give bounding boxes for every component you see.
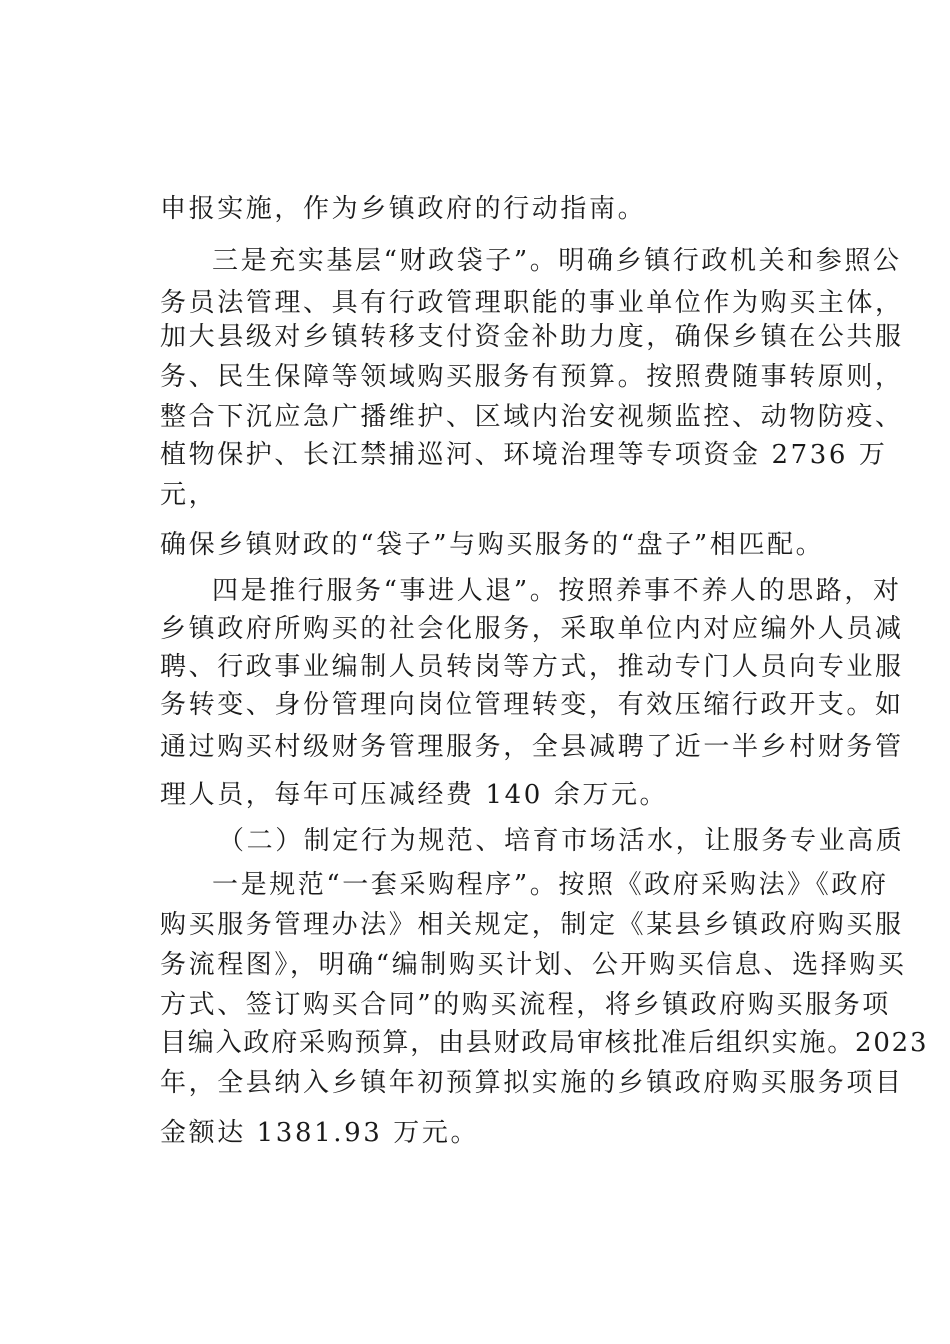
paragraph-line: 务流程图》，明确“编制购买计划、公开购买信息、选择购买 [160,950,907,980]
paragraph-line: 元， [160,480,218,510]
paragraph-line: 务转变、身份管理向岗位管理转变，有效压缩行政开支。如 [160,690,904,720]
paragraph-line: 植物保护、长江禁捕巡河、环境治理等专项资金 2736 万 [160,440,888,470]
paragraph-line: 通过购买村级财务管理服务，全县减聘了近一半乡村财务管 [160,732,904,762]
paragraph-line: 确保乡镇财政的“袋子”与购买服务的“盘子”相匹配。 [160,530,825,560]
paragraph-line: 乡镇政府所购买的社会化服务，采取单位内对应编外人员减 [160,614,904,644]
paragraph-line: 年，全县纳入乡镇年初预算拟实施的乡镇政府购买服务项目 [160,1068,904,1098]
paragraph-line: 方式、签订购买合同”的购买流程，将乡镇政府购买服务项 [160,990,891,1020]
paragraph-line: 申报实施，作为乡镇政府的行动指南。 [160,194,647,224]
paragraph-line: 聘、行政事业编制人员转岗等方式，推动专门人员向专业服 [160,652,904,682]
paragraph-line: 目编入政府采购预算，由县财政局审核批准后组织实施。2023 [160,1028,929,1058]
section-heading: （二）制定行为规范、培育市场活水，让服务专业高质 [218,826,905,856]
paragraph-line: 购买服务管理办法》相关规定，制定《某县乡镇政府购买服 [160,910,904,940]
paragraph-line: 务员法管理、具有行政管理职能的事业单位作为购买主体， [160,288,904,318]
paragraph-line: 务、民生保障等领域购买服务有预算。按照费随事转原则， [160,362,904,392]
paragraph-line: 四是推行服务“事进人退”。按照养事不养人的思路，对 [212,576,902,606]
paragraph-line: 加大县级对乡镇转移支付资金补助力度，确保乡镇在公共服 [160,322,904,352]
paragraph-line: 整合下沉应急广播维护、区域内治安视频监控、动物防疫、 [160,402,904,432]
paragraph-line: 金额达 1381.93 万元。 [160,1118,480,1148]
paragraph-line: 理人员，每年可压减经费 140 余万元。 [160,780,669,810]
paragraph-line: 一是规范“一套采购程序”。按照《政府采购法》《政府 [212,870,889,900]
paragraph-line: 三是充实基层“财政袋子”。明确乡镇行政机关和参照公 [212,246,902,276]
